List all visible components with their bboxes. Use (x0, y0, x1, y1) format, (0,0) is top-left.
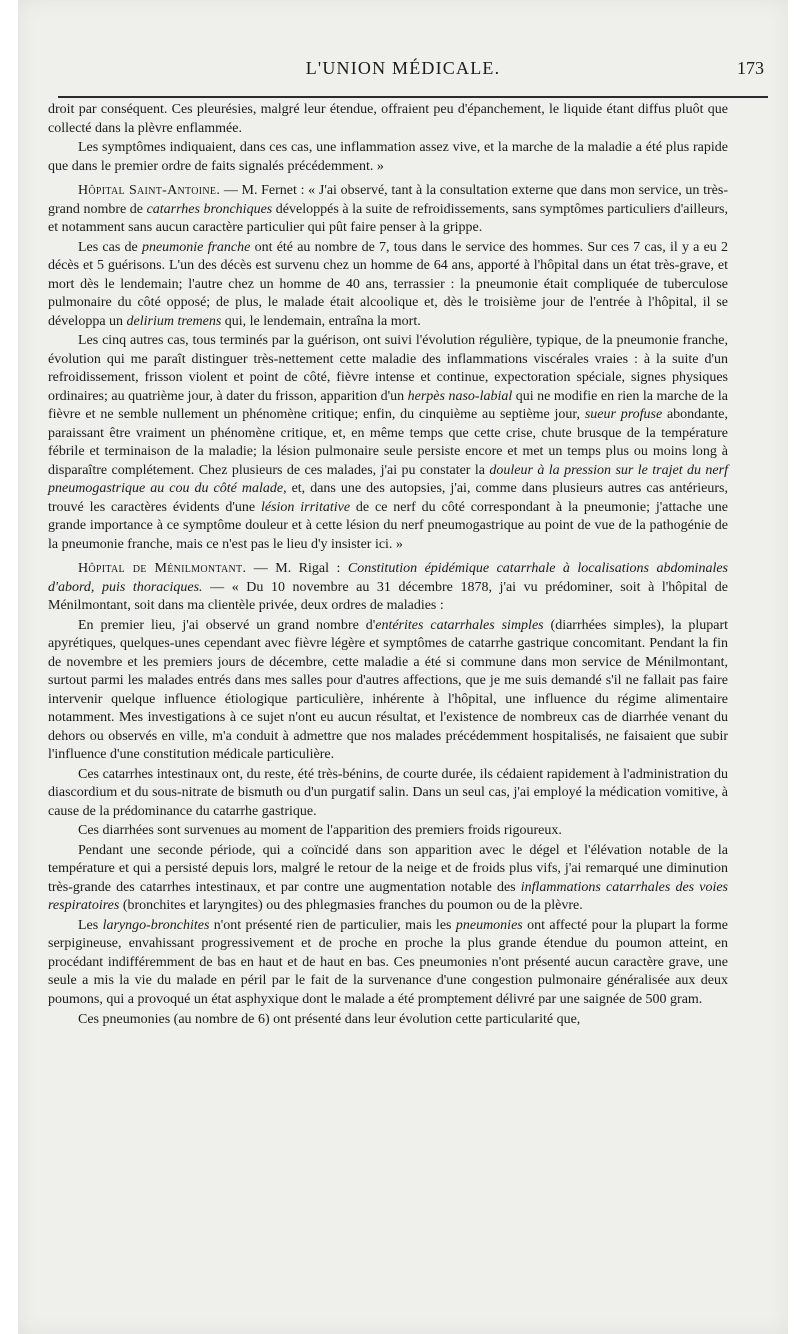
paragraph-text: Pendant une seconde période, qui a coïncidé dans son apparition avec le dégel et l'élévation notable de la température et qui a persisté depuis lors, malgré le retour de la neige et de froids plus vifs, j'ai remarqué une diminution très-grande des catarrhes intestinaux, et par contre une augmentation notable des (48, 842, 728, 895)
paragraph-text: , et, dans une des autopsies, j'ai, comme dans plusieurs autres cas antérieurs, trouvé les caractères évidents d'une (48, 481, 728, 515)
page-header (18, 58, 788, 88)
italic-term: entérites catarrhales simples (375, 617, 544, 633)
italic-term: douleur à la pression sur le trajet du nerf pneumogastrique au cou du côté malade (48, 462, 728, 496)
paragraph (48, 822, 728, 841)
paragraph-text: qui, le lendemain, entraîna la mort. (221, 313, 421, 329)
italic-term: pneumonie franche (141, 239, 251, 255)
paragraph-text: ont été au nombre de 7, tous dans le service des hommes. Sur ces 7 cas, il y a eu 2 décès et 5 guérisons. L'un des décès est survenu chez un homme de 64 ans, apporté à l'hôpital dans un état très-grave, et mort dès le lendemain; l'autre chez un homme de 40 ans, terrassier : la pneumonie était compliquée de tuberculose pulmonaire du côté opposé; de plus, le malade était alcoolique et, dès le troisième jour de l'entrée à l'hôpital, il se développa un (48, 239, 729, 329)
paragraph-text: ont affecté pour la plupart la forme serpigineuse, envahissant progressivement et de proche en proche la plus grande étendue du poumon atteint, en procédant indifféremment de bas en haut et de haut en bas. Ces pneumonies n'ont présenté aucun caractère grave, une seule a mis la vie du malade en péril par le fait de la survenance d'une congestion pulmonaire généralisée aux deux poumons, qui a provoqué un état asphyxique dont le malade a été promptement délivré par une saignée de 500 gram. (48, 917, 728, 1007)
italic-term: herpès naso-labial (407, 388, 513, 404)
section-paragraph (48, 560, 728, 616)
paragraph (48, 139, 728, 176)
paragraph-text: Ces diarrhées sont survenues au moment de l'apparition des premiers froids rigoureux. (78, 823, 562, 838)
italic-term: delirium tremens (126, 313, 222, 329)
paragraph-text: — « Du 10 novembre au 31 décembre 1878, j'ai vu prédominer, soit à l'hôpital de Ménilmontant, soit dans ma clientèle privée, deux ordres de maladies : (48, 579, 728, 613)
paragraph-text: — M. Rigal : (246, 561, 348, 576)
paragraph (48, 842, 728, 916)
section-heading: Hôpital Saint-Antoine. (78, 183, 221, 198)
italic-term: pneumonies (455, 917, 523, 933)
italic-term: sueur profuse (584, 407, 663, 422)
paragraph (48, 332, 728, 554)
paragraph-text: Ces catarrhes intestinaux ont, du reste, été très-bénins, de courte durée, ils cédaient rapidement à l'administration du diascordium et du sous-nitrate de bismuth ou d'un purgatif salin. Dans un seul cas, j'ai employé la médication vomitive, à cause de la prédominance du catarrhe gastrique. (48, 766, 728, 819)
paragraph-text: développés à la suite de refroidissements, sans symptômes particuliers d'ailleurs, et notamment sans aucun caractère particulier qui pût faire penser à la grippe. (48, 201, 728, 235)
paragraph-text: n'ont présenté rien de particulier, mais les (209, 917, 456, 933)
paragraph-text: Les cas de (78, 239, 142, 255)
paragraph (48, 766, 728, 822)
paragraph-text: Les (78, 917, 103, 933)
header-rule (58, 96, 768, 98)
paragraph-text: (bronchites et laryngites) ou des phlegmasies franches du poumon ou de la plèvre. (119, 898, 583, 913)
italic-term: Constitution épidémique catarrhale à localisations abdominales d'abord, puis thoraciques. (48, 561, 728, 595)
paragraph-text: qui ne modifie en rien la marche de la fièvre et ne semble nullement un phénomène critique; enfin, du cinquième au septième jour, (48, 388, 728, 422)
paragraph (48, 917, 728, 1010)
page-number: 173 (737, 58, 764, 78)
paragraph-text: En premier lieu, j'ai observé un grand nombre d' (78, 617, 376, 633)
paragraph-text: droit par conséquent. Ces pleurésies, malgré leur étendue, offraient peu d'épanchement, le liquide étant diffus pluôt que collecté dans la plèvre enflammée. (48, 102, 728, 136)
italic-term: laryngo-bronchites (102, 917, 210, 933)
paragraph-text: (diarrhées simples), la plupart apyrétiques, quelques-unes cependant avec fièvre légère et symptômes de catarrhe gastrique concomitant. Pendant la fin de novembre et les premiers jours de décembre, cette maladie a été si commune dans mon service de Ménilmontant, surtout parmi les malades entrés dans mes salles pour d'autres affections, que je me suis demandé s'il ne fallait pas faire intervenir quelque influence étiologique particulière, inhérente à l'hôpital, une influence du régime alimentaire notamment. Mes investigations à ce sujet n'ont eu aucun résultat, et l'existence de nombreux cas de diarrhée venant du dehors ou observés en ville, m'a conduit à admettre que nos malades précédemment hospitalisés, ne faisaient que subir l'influence d'une constitution médicale particulière. (48, 617, 728, 762)
page (18, 0, 788, 1334)
paragraph (48, 239, 728, 332)
paragraph-text: — M. Fernet : « J'ai observé, tant à la consultation externe que dans mon service, un très-grand nombre de (48, 183, 728, 217)
paragraph-text: Les cinq autres cas, tous terminés par la guérison, ont suivi l'évolution régulière, typique, de la pneumonie franche, évolution qui me paraît distinguer très-nettement cette maladie des inflammations viscérales vraies : à la suite d'un refroidissement, frisson violent et point de côté, fièvre intense et continue, expectoration spéciale, signes physiques ordinaires; au quatrième jour, à dater du frisson, apparition d'un (48, 333, 728, 404)
paragraph (48, 1011, 728, 1030)
italic-term: inflammations catarrhales des voies respiratoires (48, 879, 729, 913)
running-title: L'UNION MÉDICALE. (305, 58, 501, 78)
section-paragraph (48, 182, 728, 238)
paragraph (48, 101, 728, 138)
italic-term: catarrhes bronchiques (146, 201, 273, 217)
paragraph (48, 617, 728, 765)
paragraph-text: abondante, paraissant être vraiment un phénomène critique, et, en même temps que cette crise, chute brusque de la température fébrile et terminaison de la maladie; la lésion pulmonaire seule persiste encore et met un temps plus ou moins long à disparaître complétement. Chez plusieurs de ces malades, j'ai pu constater la (48, 407, 729, 478)
paragraph-text: de ce nerf du côté correspondant à la pneumonie; j'attache une grande importance à ce symptôme douleur et à cette lésion du nerf pneumogastrique au point de vue de la pathogénie de la pneumonie franche, mais ce n'est pas le lieu d'y insister ici. » (48, 499, 728, 552)
section-heading: Hôpital de Ménilmontant. (78, 561, 247, 576)
paragraph-text: Les symptômes indiquaient, dans ces cas, une inflammation assez vive, et la marche de la maladie a été plus rapide que dans le premier ordre de faits signalés précédemment. » (48, 140, 728, 174)
paragraph-text: Ces pneumonies (au nombre de 6) ont présenté dans leur évolution cette particularité que, (78, 1012, 581, 1027)
italic-term: lésion irritative (260, 499, 351, 515)
article-body (48, 101, 728, 1031)
